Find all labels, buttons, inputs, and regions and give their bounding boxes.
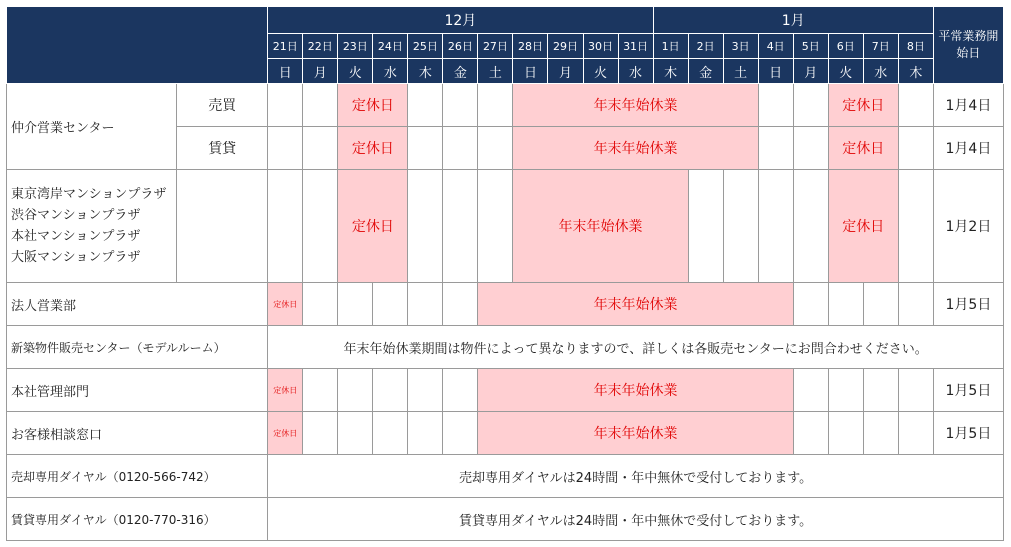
row-shinchiku <box>7 326 1004 369</box>
month-december: 12月 <box>268 7 653 34</box>
teikyu-block: 定休日 <box>828 170 898 283</box>
dow-cell: 火 <box>338 59 373 84</box>
nenmatsu-block: 年末年始休業 <box>478 283 793 326</box>
open-cell <box>793 369 828 412</box>
normal-start-date: 1月5日 <box>933 412 1003 455</box>
teikyu-block: 定休日 <box>338 127 408 170</box>
open-cell <box>793 283 828 326</box>
open-cell <box>443 127 478 170</box>
date-cell: 6日 <box>828 34 863 59</box>
dow-cell: 木 <box>898 59 933 84</box>
dow-cell: 金 <box>688 59 723 84</box>
open-cell <box>408 369 443 412</box>
date-cell: 8日 <box>898 34 933 59</box>
row-hojin <box>7 283 1004 326</box>
teikyu-block: 定休日 <box>338 170 408 283</box>
row-honsha <box>7 369 1004 412</box>
normal-start-date: 1月2日 <box>933 170 1003 283</box>
nenmatsu-block: 年末年始休業 <box>478 369 793 412</box>
dow-cell: 火 <box>583 59 618 84</box>
date-cell: 1日 <box>653 34 688 59</box>
baikyaku-name: 売却専用ダイヤル（0120-566-742） <box>7 455 268 498</box>
header-month-row <box>7 7 1004 34</box>
row-okyaku <box>7 412 1004 455</box>
shinchiku-note: 年末年始休業期間は物件によって異なりますので、詳しくは各販売センターにお問合わせください。 <box>268 326 1004 369</box>
dow-cell: 日 <box>758 59 793 84</box>
date-cell: 2日 <box>688 34 723 59</box>
honsha-name: 本社管理部門 <box>7 369 268 412</box>
open-cell <box>338 369 373 412</box>
date-cell: 31日 <box>618 34 653 59</box>
open-cell <box>898 412 933 455</box>
plaza-name: 東京湾岸マンションプラザ <box>11 187 167 202</box>
holiday-schedule-table <box>6 6 1004 541</box>
open-cell <box>828 369 863 412</box>
open-cell <box>478 127 513 170</box>
plaza-sub <box>177 170 268 283</box>
open-cell <box>443 170 478 283</box>
open-cell <box>898 283 933 326</box>
plaza-name: 大阪マンションプラザ <box>11 250 141 265</box>
open-cell <box>303 170 338 283</box>
open-cell <box>863 369 898 412</box>
dow-cell: 木 <box>408 59 443 84</box>
open-cell <box>303 127 338 170</box>
open-cell <box>443 369 478 412</box>
open-cell <box>688 170 723 283</box>
open-cell <box>478 170 513 283</box>
open-cell <box>408 170 443 283</box>
chintai-note: 賃貸専用ダイヤルは24時間・年中無休で受付しております。 <box>268 498 1004 541</box>
date-cell: 21日 <box>268 34 303 59</box>
open-cell <box>443 412 478 455</box>
open-cell <box>828 412 863 455</box>
dow-cell: 火 <box>828 59 863 84</box>
date-cell: 29日 <box>548 34 583 59</box>
hojin-name: 法人営業部 <box>7 283 268 326</box>
open-cell <box>268 170 303 283</box>
open-cell <box>828 283 863 326</box>
baikyaku-note: 売却専用ダイヤルは24時間・年中無休で受付しております。 <box>268 455 1004 498</box>
teikyu-small: 定休日 <box>268 412 303 455</box>
open-cell <box>793 127 828 170</box>
teikyu-block: 定休日 <box>338 84 408 127</box>
plaza-names <box>7 170 177 283</box>
open-cell <box>863 412 898 455</box>
open-cell <box>373 369 408 412</box>
date-cell: 30日 <box>583 34 618 59</box>
normal-start-date: 1月4日 <box>933 127 1003 170</box>
normal-start-date: 1月5日 <box>933 369 1003 412</box>
date-cell: 22日 <box>303 34 338 59</box>
date-cell: 3日 <box>723 34 758 59</box>
row-baikyaku-dial <box>7 455 1004 498</box>
open-cell <box>408 84 443 127</box>
open-cell <box>408 283 443 326</box>
date-cell: 5日 <box>793 34 828 59</box>
okyaku-name: お客様相談窓口 <box>7 412 268 455</box>
chukai-name: 仲介営業センター <box>7 84 177 170</box>
dow-cell: 木 <box>653 59 688 84</box>
open-cell <box>338 283 373 326</box>
normal-start-date: 1月4日 <box>933 84 1003 127</box>
open-cell <box>268 127 303 170</box>
open-cell <box>303 283 338 326</box>
open-cell <box>758 170 793 283</box>
dow-cell: 水 <box>618 59 653 84</box>
open-cell <box>793 412 828 455</box>
open-cell <box>898 127 933 170</box>
dow-cell: 月 <box>303 59 338 84</box>
date-cell: 25日 <box>408 34 443 59</box>
open-cell <box>373 283 408 326</box>
teikyu-block: 定休日 <box>828 127 898 170</box>
open-cell <box>443 84 478 127</box>
open-cell <box>408 412 443 455</box>
plaza-name: 本社マンションプラザ <box>11 229 141 244</box>
nenmatsu-block: 年末年始休業 <box>478 412 793 455</box>
teikyu-small: 定休日 <box>268 369 303 412</box>
teikyu-block: 定休日 <box>828 84 898 127</box>
open-cell <box>303 412 338 455</box>
dow-cell: 土 <box>723 59 758 84</box>
dow-cell: 土 <box>478 59 513 84</box>
header-corner <box>7 7 268 84</box>
open-cell <box>303 84 338 127</box>
nenmatsu-block: 年末年始休業 <box>513 127 758 170</box>
open-cell <box>898 369 933 412</box>
dow-cell: 日 <box>268 59 303 84</box>
dow-cell: 日 <box>513 59 548 84</box>
open-cell <box>898 170 933 283</box>
date-cell: 26日 <box>443 34 478 59</box>
dow-cell: 月 <box>793 59 828 84</box>
date-cell: 27日 <box>478 34 513 59</box>
open-cell <box>303 369 338 412</box>
open-cell <box>723 170 758 283</box>
date-cell: 7日 <box>863 34 898 59</box>
open-cell <box>898 84 933 127</box>
date-cell: 28日 <box>513 34 548 59</box>
chukai-sub-baibai: 売買 <box>177 84 268 127</box>
date-cell: 23日 <box>338 34 373 59</box>
open-cell <box>793 170 828 283</box>
nenmatsu-block: 年末年始休業 <box>513 84 758 127</box>
date-cell: 4日 <box>758 34 793 59</box>
month-january: 1月 <box>653 7 933 34</box>
open-cell <box>478 84 513 127</box>
row-chintai-dial <box>7 498 1004 541</box>
chintai-name: 賃貸専用ダイヤル（0120-770-316） <box>7 498 268 541</box>
dow-cell: 水 <box>863 59 898 84</box>
nenmatsu-block: 年末年始休業 <box>513 170 688 283</box>
normal-start-header: 平常業務開始日 <box>933 7 1003 84</box>
open-cell <box>863 283 898 326</box>
open-cell <box>373 412 408 455</box>
plaza-name: 渋谷マンションプラザ <box>11 208 141 223</box>
dow-cell: 月 <box>548 59 583 84</box>
open-cell <box>338 412 373 455</box>
dow-cell: 金 <box>443 59 478 84</box>
chukai-sub-chintai: 賃貸 <box>177 127 268 170</box>
open-cell <box>758 84 793 127</box>
teikyu-small: 定休日 <box>268 283 303 326</box>
open-cell <box>758 127 793 170</box>
shinchiku-name: 新築物件販売センター（モデルルーム） <box>7 326 268 369</box>
open-cell <box>268 84 303 127</box>
open-cell <box>793 84 828 127</box>
open-cell <box>443 283 478 326</box>
normal-start-date: 1月5日 <box>933 283 1003 326</box>
date-cell: 24日 <box>373 34 408 59</box>
open-cell <box>408 127 443 170</box>
row-mansion-plaza <box>7 170 1004 283</box>
row-chukai-baibai <box>7 84 1004 127</box>
dow-cell: 水 <box>373 59 408 84</box>
